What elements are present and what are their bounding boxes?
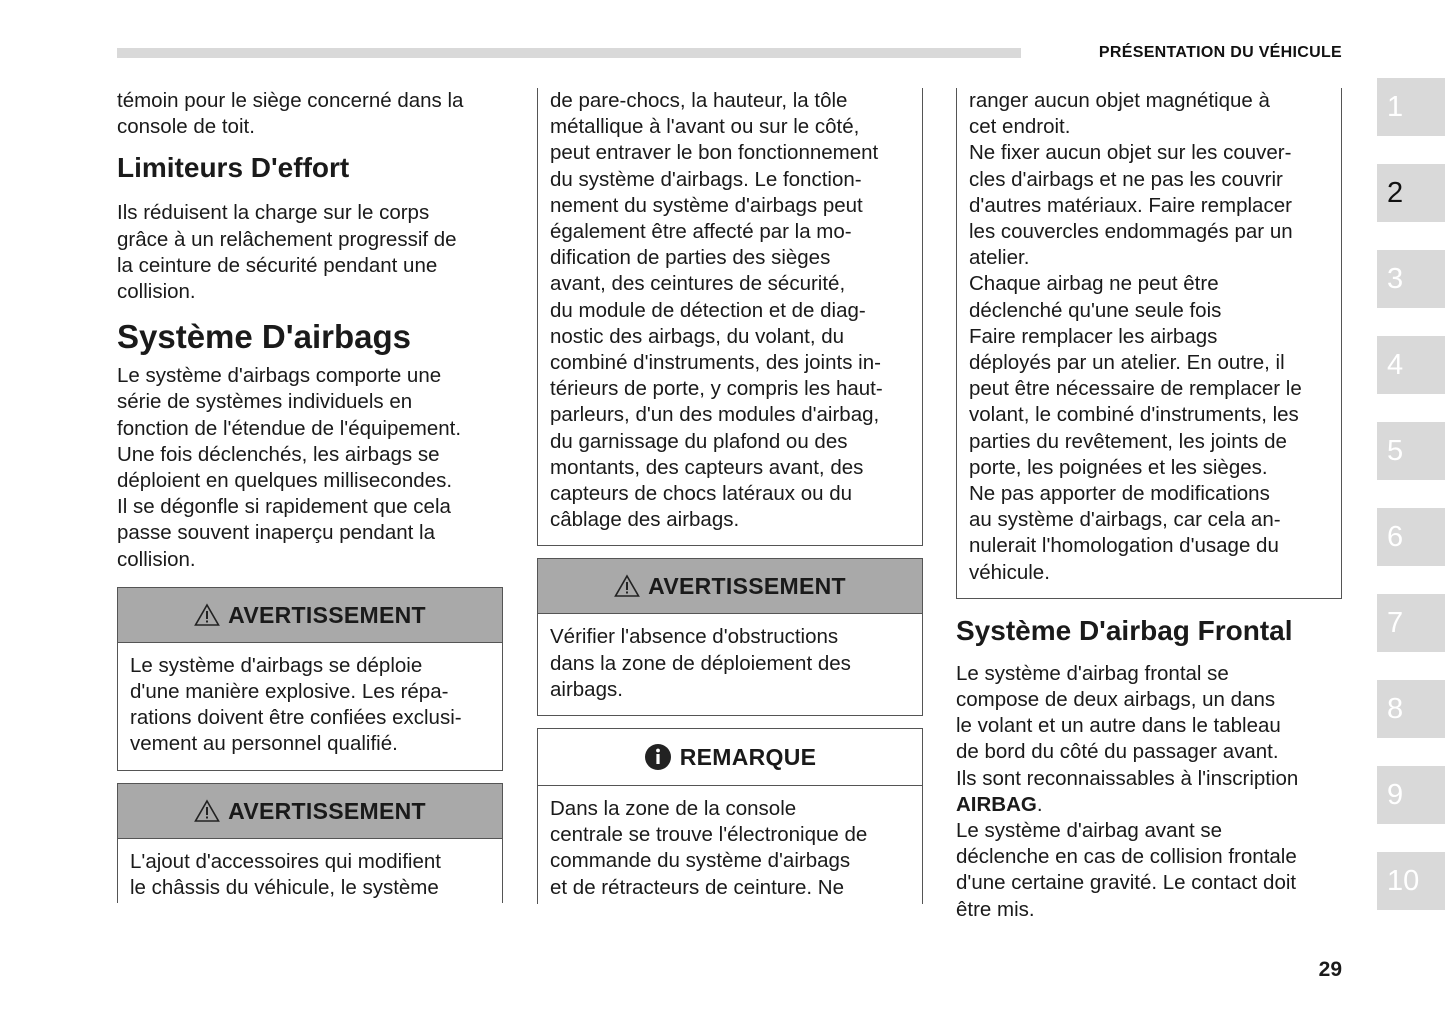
text-line: le volant et un autre dans le tableau — [956, 714, 1281, 738]
note-continued-box — [956, 88, 1342, 599]
intro-paragraph — [117, 88, 503, 140]
chapter-tab-3[interactable]: 3 — [1377, 250, 1445, 308]
warning-triangle-icon — [614, 574, 640, 598]
text-line: le châssis du véhicule, le système — [130, 875, 439, 899]
text-line: Le système d'airbags se déploie — [130, 653, 423, 677]
text-line: d'une certaine gravité. Le contact doit — [956, 871, 1297, 895]
warning-triangle-icon — [194, 799, 220, 823]
warning-box-1 — [117, 587, 503, 771]
text-line: déploient en quelques millisecondes. — [117, 469, 453, 493]
text-line: dification de parties des sièges — [550, 246, 831, 270]
text-line: combiné d'instruments, des joints in- — [550, 351, 881, 375]
text-line: parleurs, d'un des modules d'airbag, — [550, 403, 880, 427]
chapter-tab-2[interactable]: 2 — [1377, 164, 1445, 222]
text-line: vement au personnel qualifié. — [130, 732, 398, 756]
text-line: déclenché qu'une seule fois — [969, 298, 1222, 322]
text-line: ranger aucun objet magnétique à — [969, 89, 1270, 112]
text-line: la ceinture de sécurité pendant une — [117, 253, 438, 277]
text-line: L'ajout d'accessoires qui modifient — [130, 849, 441, 873]
text-line: Vérifier l'absence d'obstructions — [550, 625, 839, 649]
warning-title: AVERTISSEMENT — [228, 797, 426, 824]
note-box — [537, 728, 923, 904]
chapter-tab-8[interactable]: 8 — [1377, 680, 1445, 738]
chapter-tab-10[interactable]: 10 — [1377, 852, 1445, 910]
text-line: du garnissage du plafond ou des — [550, 429, 848, 453]
text-line: du système d'airbags. Le fonction- — [550, 167, 862, 191]
chapter-tab-6[interactable]: 6 — [1377, 508, 1445, 566]
text-line: console de toit. — [117, 115, 255, 139]
text-line: du module de détection et de diag- — [550, 298, 866, 322]
text-line: d'une manière explosive. Les répa- — [130, 680, 449, 704]
text-line: également être affecté par la mo- — [550, 220, 852, 244]
text-line: montants, des capteurs avant, des — [550, 455, 864, 479]
text-line: Chaque airbag ne peut être — [969, 272, 1219, 296]
warning-body — [118, 839, 502, 903]
chapter-tab-1[interactable]: 1 — [1377, 78, 1445, 136]
text-line: volant, le combiné d'instruments, les — [969, 403, 1299, 427]
warning-box-3 — [537, 558, 923, 716]
text-line: Le système d'airbag frontal se — [956, 661, 1229, 685]
text-line: témoin pour le siège concerné dans la — [117, 89, 464, 112]
inscription-suffix: . — [1036, 792, 1043, 816]
text-line: déclenche en cas de collision frontale — [956, 845, 1297, 869]
text-line: les couvercles endommagés par un — [969, 220, 1293, 244]
column-2 — [537, 88, 923, 904]
text-line: Ils sont reconnaissables à l'inscription — [956, 766, 1299, 790]
airbag-inscription-line — [956, 792, 1342, 818]
text-line: Le système d'airbag avant se — [956, 819, 1223, 843]
text-line: peut entraver le bon fonctionnement — [550, 141, 879, 165]
chapter-tab-5[interactable]: 5 — [1377, 422, 1445, 480]
text-line: capteurs de chocs latéraux ou du — [550, 482, 852, 506]
text-line: Ne fixer aucun objet sur les couver- — [969, 141, 1292, 165]
text-line: nostic des airbags, du volant, du — [550, 324, 845, 348]
text-line: Ne pas apporter de modifications — [969, 482, 1270, 506]
text-line: et de rétracteurs de ceinture. Ne — [550, 875, 844, 899]
warning-triangle-icon — [194, 603, 220, 627]
text-line: rations doivent être confiées exclusi- — [130, 706, 462, 730]
text-line: cet endroit. — [969, 115, 1071, 139]
text-line: compose de deux airbags, un dans — [956, 688, 1276, 712]
warning-header — [538, 559, 922, 614]
text-line: Il se dégonfle si rapidement que cela — [117, 495, 451, 519]
text-line: passe souvent inaperçu pendant la — [117, 521, 435, 545]
airbag-inscription: AIRBAG — [956, 792, 1037, 816]
text-line: être mis. — [956, 897, 1035, 921]
text-line: métallique à l'avant ou sur le côté, — [550, 115, 860, 139]
text-line: parties du revêtement, les joints de — [969, 429, 1287, 453]
text-line: de bord du côté du passager avant. — [956, 740, 1279, 764]
limiteurs-heading: Limiteurs D'effort — [117, 152, 350, 184]
frontal-paragraph — [956, 661, 1342, 923]
text-line: peut être nécessaire de remplacer le — [969, 377, 1302, 401]
text-line: Dans la zone de la console — [550, 797, 797, 821]
text-line: nement du système d'airbags peut — [550, 193, 863, 217]
text-line: commande du système d'airbags — [550, 849, 851, 873]
warning-title: AVERTISSEMENT — [228, 601, 426, 628]
frontal-heading: Système D'airbag Frontal — [956, 614, 1293, 646]
text-line: série de systèmes individuels en — [117, 390, 413, 414]
warning-body — [118, 643, 502, 770]
text-line: de pare-chocs, la hauteur, la tôle — [550, 89, 848, 112]
note-header — [538, 729, 922, 786]
text-line: cles d'airbags et ne pas les couvrir — [969, 167, 1283, 191]
text-line: Une fois déclenchés, les airbags se — [117, 442, 440, 466]
section-title: PRÉSENTATION DU VÉHICULE — [1098, 44, 1342, 61]
text-line: nulerait l'homologation d'usage du — [969, 534, 1279, 558]
text-line: fonction de l'étendue de l'équipement. — [117, 416, 462, 440]
text-line: térieurs de porte, y compris les haut- — [550, 377, 883, 401]
warning-header — [118, 588, 502, 643]
info-circle-icon — [644, 743, 672, 771]
column-1 — [117, 88, 503, 903]
text-line: avant, des ceintures de sécurité, — [550, 272, 846, 296]
chapter-tab-7[interactable]: 7 — [1377, 594, 1445, 652]
limiteurs-paragraph — [117, 200, 503, 305]
text-line: déployés par un atelier. En outre, il — [969, 351, 1285, 375]
warning-continued-box — [537, 88, 923, 546]
note-title: REMARQUE — [679, 743, 817, 770]
text-line: au système d'airbags, car cela an- — [969, 508, 1281, 532]
warning-box-2 — [117, 783, 503, 903]
note-body — [538, 786, 922, 904]
chapter-tab-4[interactable]: 4 — [1377, 336, 1445, 394]
text-line: collision. — [117, 280, 196, 304]
text-line: Le système d'airbags comporte une — [117, 364, 442, 388]
warning-header — [118, 784, 502, 839]
airbags-paragraph — [117, 363, 503, 573]
text-line: collision. — [117, 547, 196, 571]
airbags-heading: Système D'airbags — [117, 318, 411, 356]
column-3 — [956, 88, 1342, 923]
text-line: Faire remplacer les airbags — [969, 324, 1218, 348]
text-line: Ils réduisent la charge sur le corps — [117, 201, 430, 225]
header-rule — [117, 48, 1021, 58]
page-number: 29 — [1318, 958, 1342, 981]
text-line: véhicule. — [969, 560, 1050, 584]
text-line: dans la zone de déploiement des — [550, 651, 851, 675]
text-line: d'autres matériaux. Faire remplacer — [969, 193, 1292, 217]
text-line: airbags. — [550, 677, 623, 701]
text-line: porte, les poignées et les sièges. — [969, 455, 1268, 479]
text-line: centrale se trouve l'électronique de — [550, 823, 868, 847]
text-line: grâce à un relâchement progressif de — [117, 227, 457, 251]
text-line: atelier. — [969, 246, 1030, 270]
chapter-tab-9[interactable]: 9 — [1377, 766, 1445, 824]
text-line: câblage des airbags. — [550, 508, 740, 532]
warning-title: AVERTISSEMENT — [648, 573, 846, 600]
warning-body — [538, 614, 922, 715]
